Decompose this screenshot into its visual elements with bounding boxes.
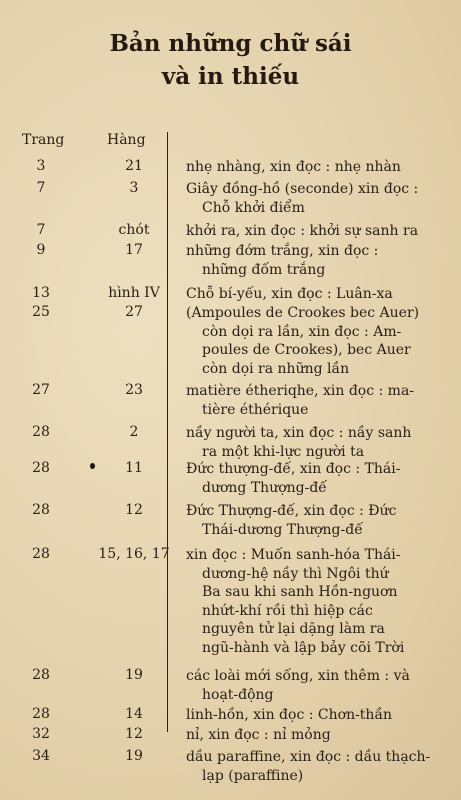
cell-trang: 9 (36, 242, 46, 258)
cell-trang: 32 (32, 726, 50, 742)
correction-line: Thái-dương Thượng-đế (202, 521, 363, 538)
cell-correction (186, 304, 448, 378)
cell-trang: 28 (32, 667, 50, 683)
column-header-hang: Hàng (107, 132, 146, 148)
cell-correction (186, 706, 448, 725)
cell-correction (186, 424, 448, 461)
correction-line: còn dọi ra những lần (202, 360, 350, 377)
cell-trang: 7 (36, 222, 46, 238)
cell-correction (186, 222, 448, 241)
cell-hang: 12 (125, 726, 143, 742)
correction-line: những đốm trắng (202, 261, 326, 278)
cell-hang: 19 (125, 748, 143, 764)
cell-trang: 3 (36, 158, 46, 174)
correction-line: matière étheriqhe, xin đọc : ma- (186, 383, 415, 399)
correction-line: khởi ra, xin đọc : khởi sự sanh ra (186, 223, 419, 239)
correction-line: Đức thượng-đế, xin đọc : Thái- (186, 461, 401, 477)
cell-correction (186, 546, 448, 657)
cell-hang: 27 (125, 304, 143, 320)
ink-stain (90, 463, 95, 469)
cell-hang: chót (118, 222, 150, 238)
correction-line: (Ampoules de Crookes bec Auer) (186, 305, 420, 321)
correction-line: dương-hệ nầy thì Ngôi thứ (202, 565, 389, 582)
correction-line: Giây đồng-hồ (seconde) xin đọc : (186, 181, 419, 197)
cell-trang: 13 (32, 285, 50, 301)
cell-trang: 34 (32, 748, 50, 764)
cell-hang: 23 (125, 382, 143, 398)
correction-line: những đớm trắng, xin đọc : (186, 243, 379, 259)
correction-line: dầu paraffine, xin đọc : dầu thạch- (186, 749, 431, 765)
cell-hang: 2 (129, 424, 139, 440)
correction-line: xin đọc : Muốn sanh-hóa Thái- (186, 547, 401, 563)
correction-line: dương Thượng-đế (202, 479, 327, 496)
correction-line: nầy người ta, xin đọc : nầy sanh (186, 425, 412, 441)
cell-correction (186, 502, 448, 539)
cell-trang: 28 (32, 460, 50, 476)
cell-correction (186, 748, 448, 785)
page-title-line-2: và in thiếu (161, 63, 300, 90)
cell-correction (186, 242, 448, 279)
cell-correction (186, 460, 448, 497)
cell-correction (186, 285, 448, 304)
cell-trang: 28 (32, 706, 50, 722)
correction-line: linh-hồn, xin đọc : Chơn-thần (186, 707, 393, 723)
correction-line: còn dọi ra lần, xin đọc : Am- (202, 323, 402, 340)
cell-hang: hình IV (108, 285, 160, 301)
cell-hang: 21 (125, 158, 143, 174)
correction-line: lạp (paraffine) (202, 767, 304, 784)
cell-hang: 14 (125, 706, 143, 722)
cell-correction (186, 158, 448, 177)
correction-line: các loài mới sống, xin thêm : và (186, 668, 410, 684)
correction-line: hoạt-động (202, 686, 274, 703)
correction-line: Chỗ khởi điểm (202, 199, 305, 216)
correction-line: tière éthérique (202, 401, 309, 418)
correction-line: nhẹ nhàng, xin đọc : nhẹ nhàn (186, 159, 401, 175)
correction-line: ra một khi-lực người ta (202, 443, 365, 460)
correction-line: ngũ-hành và lập bảy cõi Trời (202, 639, 405, 656)
cell-hang: 15, 16, 17 (98, 546, 170, 562)
cell-hang: 17 (125, 242, 143, 258)
correction-line: poules de Crookes), bec Auer (202, 342, 411, 358)
correction-line: Ba sau khi sanh Hồn-nguơn (202, 584, 398, 600)
correction-line: nhứt-khí rồi thì hiệp các (202, 602, 373, 619)
cell-correction (186, 180, 448, 217)
cell-trang: 28 (32, 546, 50, 562)
correction-line: Đức Thượng-đế, xin đọc : Đức (186, 503, 397, 519)
cell-hang: 19 (125, 667, 143, 683)
page-title-line-1: Bản những chữ sái (109, 30, 352, 57)
correction-line: Chỗ bí-yếu, xin đọc : Luân-xa (186, 286, 393, 302)
cell-hang: 11 (125, 460, 143, 476)
correction-line: nỉ, xin đọc : nỉ mỏng (186, 727, 331, 743)
correction-line: nguyên tử lại dặng làm ra (202, 621, 385, 637)
cell-correction (186, 667, 448, 704)
cell-hang: 3 (129, 180, 139, 196)
cell-trang: 28 (32, 502, 50, 518)
cell-trang: 7 (36, 180, 46, 196)
cell-correction (186, 726, 448, 745)
column-header-trang: Trang (22, 132, 65, 148)
cell-trang: 28 (32, 424, 50, 440)
cell-hang: 12 (125, 502, 143, 518)
cell-correction (186, 382, 448, 419)
cell-trang: 25 (32, 304, 50, 320)
cell-trang: 27 (32, 382, 50, 398)
